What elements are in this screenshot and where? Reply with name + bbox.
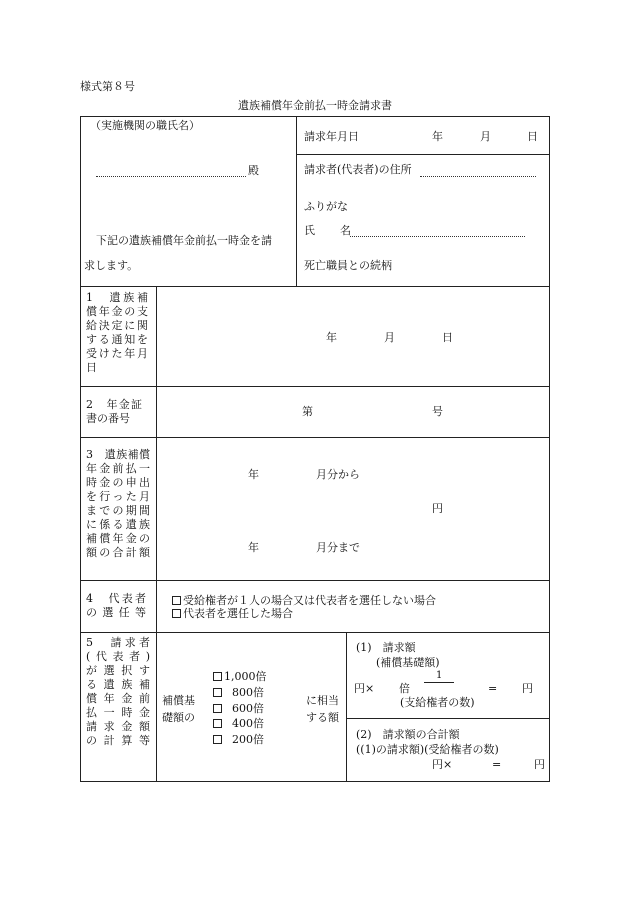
row2-dai: 第 xyxy=(302,405,313,418)
option2-checkbox[interactable] xyxy=(172,609,181,618)
name-label-mei: 名 xyxy=(340,224,351,237)
row1-label: 1 遺族補 償年金の支 給決定に関 する通知を 受けた年月 日 xyxy=(86,291,148,374)
agency-label: （実施機関の職氏名） xyxy=(90,119,200,132)
divider-date-address xyxy=(296,154,550,155)
address-label: 請求者(代表者)の住所 xyxy=(304,163,412,176)
row4-option1[interactable] xyxy=(172,594,436,607)
calc1-sub: (補償基礎額) xyxy=(376,656,440,669)
calc2-eq: = xyxy=(492,758,502,771)
calc1-eq: = xyxy=(488,682,498,695)
option1-checkbox[interactable] xyxy=(172,596,181,605)
row3-label: 3 遺族補償 年金前払一 時金の申出 を行った月 までの期間 に係る遺族 補償年金の 額の合計額 xyxy=(86,448,150,559)
row3-yen: 円 xyxy=(432,502,443,515)
divider-label-column xyxy=(156,286,157,782)
multiplier-600-checkbox[interactable] xyxy=(213,704,222,713)
relation-label: 死亡職員との続柄 xyxy=(304,259,392,272)
multiplier-400-checkbox[interactable] xyxy=(213,719,222,728)
row3-year-to: 年 xyxy=(248,541,259,554)
request-text-line1: 下記の遺族補償年金前払一時金を請 xyxy=(96,234,272,247)
row5-label: 5 請求者 (代表者) が選択す る遺族補 償年金前 払一時金 請求金額 の計算等 xyxy=(86,636,150,747)
calc2-line2: ((1)の請求額)(受給権者の数) xyxy=(356,743,499,756)
calc1-numerator: 1 xyxy=(436,670,443,681)
divider-row2 xyxy=(80,437,550,438)
furigana-label: ふりがな xyxy=(304,200,348,213)
row4-label: 4 代表者 の選任等 xyxy=(86,592,146,619)
form-number: 様式第８号 xyxy=(80,80,135,93)
calc1-fraction-bar xyxy=(424,682,454,683)
divider-calc-column xyxy=(346,632,347,782)
calc1-title: (1) 請求額 xyxy=(356,641,416,654)
request-date-month: 月 xyxy=(480,130,491,143)
row3-month-to: 月分まで xyxy=(316,541,360,554)
row4-option2[interactable] xyxy=(172,607,293,620)
request-date-label: 請求年月日 xyxy=(304,130,359,143)
multiplier-1000[interactable]: 1,000倍 xyxy=(213,670,264,683)
calc1-yen: 円 xyxy=(522,682,533,695)
multiplier-400[interactable]: 400倍 xyxy=(213,717,264,730)
row3-month-from: 月分から xyxy=(316,468,360,481)
divider-row3 xyxy=(80,580,550,581)
calc2-title: (2) 請求額の合計額 xyxy=(356,728,460,741)
option2-label: 代表者を選任した場合 xyxy=(183,607,293,620)
name-line xyxy=(350,236,525,237)
calc1-yen-x: 円× xyxy=(354,682,375,695)
address-line xyxy=(420,176,536,177)
calc2-yen-x: 円× xyxy=(432,758,453,771)
divider-calc-rows xyxy=(346,718,550,719)
form-title: 遺族補償年金前払一時金請求書 xyxy=(238,99,392,112)
calc2-yen: 円 xyxy=(534,758,545,771)
multiplier-600[interactable]: 600倍 xyxy=(213,702,264,715)
row2-label: 2 年金証 書の番号 xyxy=(86,398,142,425)
divider-row1 xyxy=(80,386,550,387)
row2-go: 号 xyxy=(432,405,443,418)
row1-year: 年 xyxy=(326,331,337,344)
request-date-year: 年 xyxy=(432,130,443,143)
divider-top-vertical xyxy=(296,116,297,286)
divider-top-section xyxy=(80,286,550,287)
request-text-line2: 求します。 xyxy=(84,259,139,272)
calc1-bai: 倍 xyxy=(399,682,410,695)
equiv-label-2: する額 xyxy=(306,711,339,724)
calc1-denominator: (支給権者の数) xyxy=(400,696,475,709)
row1-month: 月 xyxy=(384,331,395,344)
multiplier-800-checkbox[interactable] xyxy=(213,688,222,697)
base-label-1: 補償基 xyxy=(162,694,195,707)
base-label-2: 礎額の xyxy=(162,711,195,724)
dono-label: 殿 xyxy=(248,164,259,177)
name-label-shi: 氏 xyxy=(304,224,315,237)
equiv-label-1: に相当 xyxy=(306,694,339,707)
multiplier-200[interactable]: 200倍 xyxy=(213,733,264,746)
form-table xyxy=(80,116,550,782)
row3-year-from: 年 xyxy=(248,468,259,481)
row1-day: 日 xyxy=(442,331,453,344)
agency-name-line xyxy=(96,176,246,177)
divider-row4 xyxy=(80,632,550,633)
option1-label: 受給権者が１人の場合又は代表者を選任しない場合 xyxy=(183,594,436,607)
multiplier-200-checkbox[interactable] xyxy=(213,735,222,744)
request-date-day: 日 xyxy=(527,130,538,143)
multiplier-1000-checkbox[interactable] xyxy=(213,672,222,681)
multiplier-800[interactable]: 800倍 xyxy=(213,686,264,699)
